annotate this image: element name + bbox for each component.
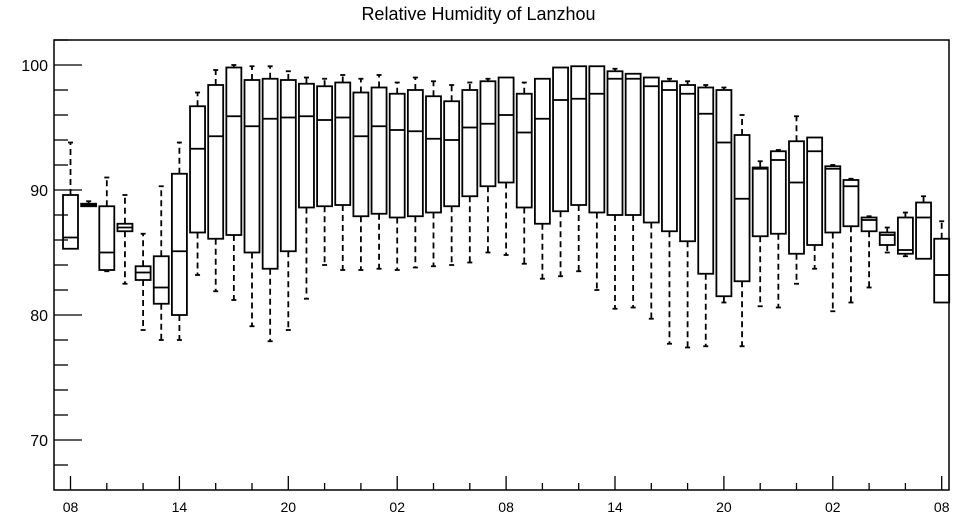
box-21: [444, 85, 459, 265]
box-body: [245, 80, 260, 253]
box-body: [190, 106, 205, 232]
box-25: [517, 83, 532, 264]
box-body: [462, 90, 477, 196]
box-body: [553, 68, 568, 212]
y-tick-label: 100: [21, 58, 48, 75]
box-42: [825, 165, 840, 311]
box-body: [716, 90, 731, 296]
x-axis: [63, 476, 950, 515]
box-body: [99, 206, 114, 270]
box-35: [698, 85, 713, 346]
box-body: [825, 166, 840, 232]
box-47: [916, 196, 931, 259]
box-5: [154, 186, 169, 340]
x-tick-label: 08: [933, 499, 950, 515]
box-36: [716, 88, 731, 303]
box-46: [898, 213, 913, 257]
box-41: [807, 138, 822, 269]
box-6: [172, 143, 187, 341]
box-body: [771, 151, 786, 234]
box-body: [208, 85, 223, 239]
box-body: [172, 174, 187, 315]
y-tick-label: 70: [30, 433, 48, 450]
box-12: [281, 71, 296, 330]
x-tick-label: 08: [498, 499, 514, 515]
box-body: [626, 74, 641, 215]
box-body: [662, 81, 677, 231]
box-body: [408, 90, 423, 216]
box-16: [353, 79, 368, 270]
box-15: [335, 75, 350, 270]
box-34: [680, 81, 695, 347]
box-body: [499, 78, 514, 183]
box-body: [353, 93, 368, 217]
box-48: [934, 221, 949, 302]
box-31: [626, 74, 641, 308]
box-29: [589, 66, 604, 290]
box-body: [480, 81, 495, 186]
box-0: [63, 143, 78, 249]
box-7: [190, 93, 205, 276]
box-11: [263, 66, 278, 341]
box-body: [444, 101, 459, 206]
box-body: [317, 86, 332, 206]
box-28: [571, 66, 586, 271]
box-body: [571, 66, 586, 205]
x-tick-label: 02: [389, 499, 405, 515]
box-body: [934, 239, 949, 303]
box-body: [154, 256, 169, 304]
box-body: [263, 79, 278, 269]
box-body: [807, 138, 822, 246]
box-44: [862, 216, 877, 287]
box-body: [281, 80, 296, 251]
box-37: [735, 115, 750, 346]
box-body: [372, 88, 387, 214]
y-tick-label: 80: [30, 308, 48, 325]
box-body: [753, 168, 768, 237]
chart-title: Relative Humidity of Lanzhou: [361, 4, 596, 24]
box-body: [698, 88, 713, 274]
x-tick-label: 14: [171, 499, 188, 515]
box-33: [662, 79, 677, 344]
box-38: [753, 161, 768, 306]
box-body: [680, 85, 695, 241]
box-26: [535, 79, 550, 279]
x-tick-label: 02: [825, 499, 841, 515]
box-body: [916, 203, 931, 259]
box-2: [99, 178, 114, 272]
box-body: [644, 78, 659, 223]
box-23: [480, 79, 495, 253]
box-20: [426, 81, 441, 266]
x-tick-label: 20: [716, 499, 732, 515]
box-body: [535, 79, 550, 224]
box-10: [245, 66, 260, 326]
y-axis: [21, 40, 82, 465]
x-tick-label: 14: [607, 499, 623, 515]
box-3: [117, 195, 132, 284]
box-39: [771, 150, 786, 308]
box-body: [898, 218, 913, 254]
box-17: [372, 75, 387, 269]
box-19: [408, 78, 423, 268]
box-40: [789, 116, 804, 284]
box-body: [299, 84, 314, 208]
x-tick-label: 08: [62, 499, 79, 515]
box-14: [317, 79, 332, 265]
box-18: [390, 83, 405, 271]
x-tick-label: 20: [280, 499, 297, 515]
box-body: [390, 94, 405, 218]
box-22: [462, 83, 477, 263]
box-body: [517, 94, 532, 208]
box-body: [608, 71, 623, 215]
box-13: [299, 78, 314, 299]
box-body: [63, 195, 78, 249]
box-body: [735, 135, 750, 281]
box-1: [81, 201, 96, 206]
box-30: [608, 69, 623, 309]
box-body: [789, 141, 804, 254]
box-body: [226, 68, 241, 236]
y-tick-label: 90: [30, 183, 48, 200]
box-43: [843, 179, 858, 303]
box-8: [208, 70, 223, 291]
boxes-layer: [63, 65, 949, 348]
box-4: [136, 234, 151, 330]
box-45: [880, 228, 895, 253]
box-body: [589, 66, 604, 212]
box-32: [644, 78, 659, 319]
box-24: [499, 78, 514, 256]
box-27: [553, 68, 568, 277]
box-body: [335, 83, 350, 206]
box-9: [226, 65, 241, 300]
box-body: [426, 96, 441, 212]
